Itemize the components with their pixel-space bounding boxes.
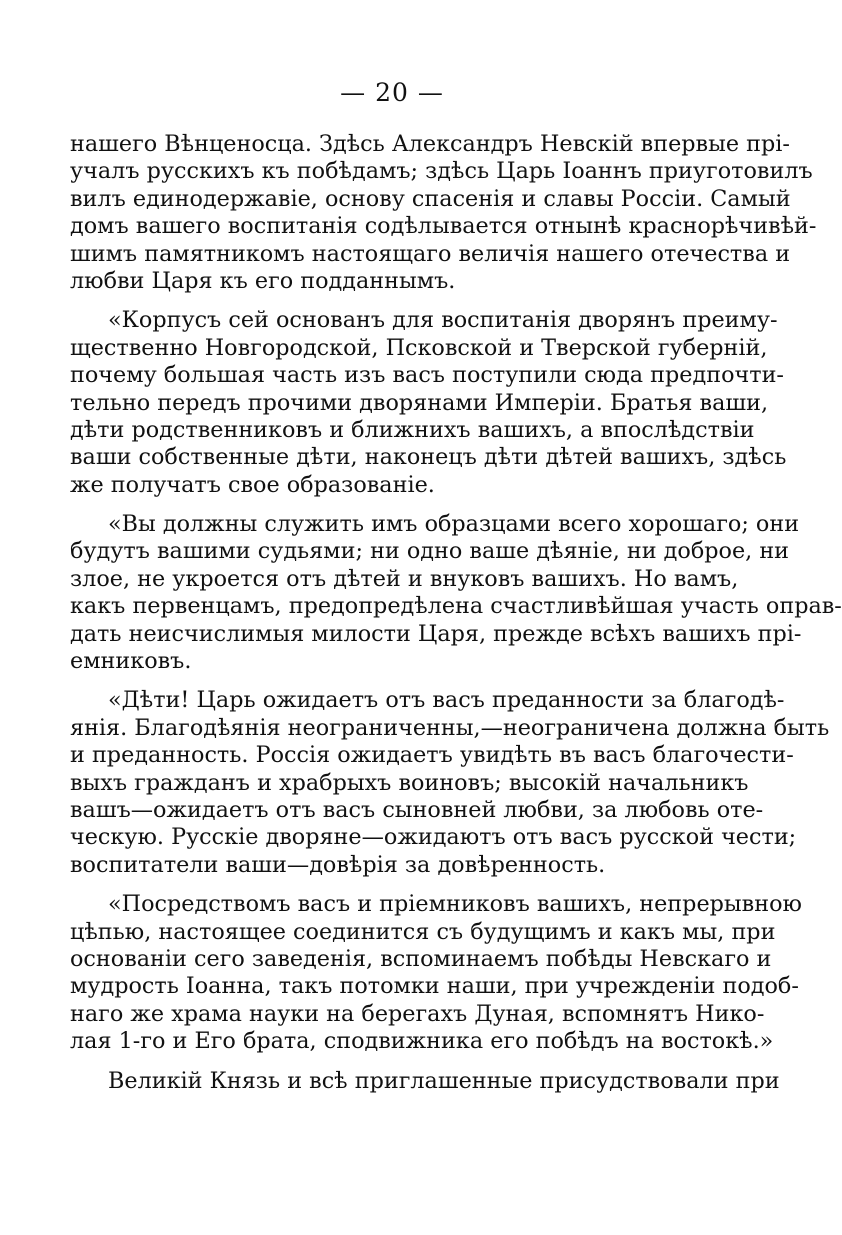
- text-line: щественно Новгородской, Псковской и Тверской губерній,: [70, 334, 768, 361]
- paragraph: [70, 307, 787, 499]
- paragraph: [70, 131, 817, 295]
- text-line: нашего Вѣнценосца. Здѣсь Александръ Невскій впервые прі-: [70, 131, 790, 157]
- text-line: вашъ—ожидаетъ отъ васъ сыновней любви, за любовь оте-: [70, 796, 764, 823]
- text-line: же получатъ свое образованіе.: [70, 471, 435, 498]
- text-line: ваши собственные дѣти, наконецъ дѣти дѣтей вашихъ, здѣсь: [70, 444, 787, 471]
- text-line: и преданность. Россія ожидаетъ увидѣть въ васъ благочести-: [70, 742, 794, 769]
- paragraph: [70, 511, 842, 675]
- text-line: учалъ русскихъ къ побѣдамъ; здѣсь Царь Іоаннъ приуготовилъ: [70, 158, 813, 185]
- paragraph-gap: [70, 499, 712, 511]
- text-line: выхъ гражданъ и храбрыхъ воиновъ; высокій начальникъ: [70, 769, 749, 796]
- text-line: цѣпью, настоящее соединится съ будущимъ и какъ мы, при: [70, 918, 776, 945]
- text-line: воспитатели ваши—довѣрія за довѣренность.: [70, 851, 606, 878]
- text-line: дать неисчислимыя милости Царя, прежде всѣхъ вашихъ прі-: [70, 620, 802, 647]
- text-line: почему большая часть изъ васъ поступили сюда предпочти-: [70, 362, 784, 389]
- text-line: «Дѣти! Царь ожидаетъ отъ васъ преданности за благодѣ-: [108, 687, 785, 714]
- text-line: тельно передъ прочими дворянами Имперіи. Братья ваши,: [70, 389, 769, 416]
- text-line: шимъ памятникомъ настоящаго величія нашего отечества и: [70, 240, 791, 267]
- paragraph: [70, 891, 802, 1055]
- text-line: какъ первенцамъ, предопредѣлена счастливѣйшая участь оправ-: [70, 593, 842, 620]
- paragraph: [70, 1067, 780, 1095]
- text-line: «Посредствомъ васъ и пріемниковъ вашихъ, непрерывною: [108, 891, 802, 918]
- paragraph-gap: [70, 879, 712, 891]
- text-line: янія. Благодѣянія неограниченны,—неограничена должна быть: [70, 714, 830, 741]
- text-line: основаніи сего заведенія, вспоминаемъ побѣды Невскаго и: [70, 945, 772, 972]
- text-line: будутъ вашими судьями; ни одно ваше дѣяніе, ни доброе, ни: [70, 538, 790, 565]
- paragraph-gap: [70, 1056, 712, 1068]
- page-number: — 20 —: [340, 78, 444, 107]
- text-line: домъ вашего воспитанія содѣлывается отнынѣ краснорѣчивѣй-: [70, 213, 817, 240]
- paragraph-gap: [70, 295, 712, 307]
- text-line: Великій Князь и всѣ приглашенные присудствовали при: [108, 1067, 780, 1094]
- text-line: лая 1-го и Его брата, сподвижника его побѣдъ на востокѣ.»: [70, 1028, 774, 1055]
- text-line: «Вы должны служить имъ образцами всего хорошаго; они: [108, 511, 800, 538]
- text-line: дѣти родственниковъ и ближнихъ вашихъ, а впослѣдствіи: [70, 416, 755, 443]
- text-line: наго же храма науки на берегахъ Дуная, вспомнятъ Нико-: [70, 1000, 765, 1027]
- text-line: «Корпусъ сей основанъ для воспитанія дворянъ преиму-: [108, 307, 778, 334]
- text-line: емниковъ.: [70, 648, 192, 675]
- text-line: вилъ единодержавіе, основу спасенія и славы Россіи. Самый: [70, 185, 791, 212]
- paragraph-gap: [70, 675, 712, 687]
- paragraph: [70, 687, 830, 879]
- text-line: мудрость Іоанна, такъ потомки наши, при учрежденіи подоб-: [70, 973, 799, 1000]
- text-line: злое, не укроется отъ дѣтей и внуковъ вашихъ. Но вамъ,: [70, 565, 739, 592]
- text-line: ческую. Русскіе дворяне—ожидаютъ отъ васъ русской чести;: [70, 824, 797, 851]
- body-text: [70, 131, 842, 1095]
- text-line: любви Царя къ его подданнымъ.: [70, 267, 456, 294]
